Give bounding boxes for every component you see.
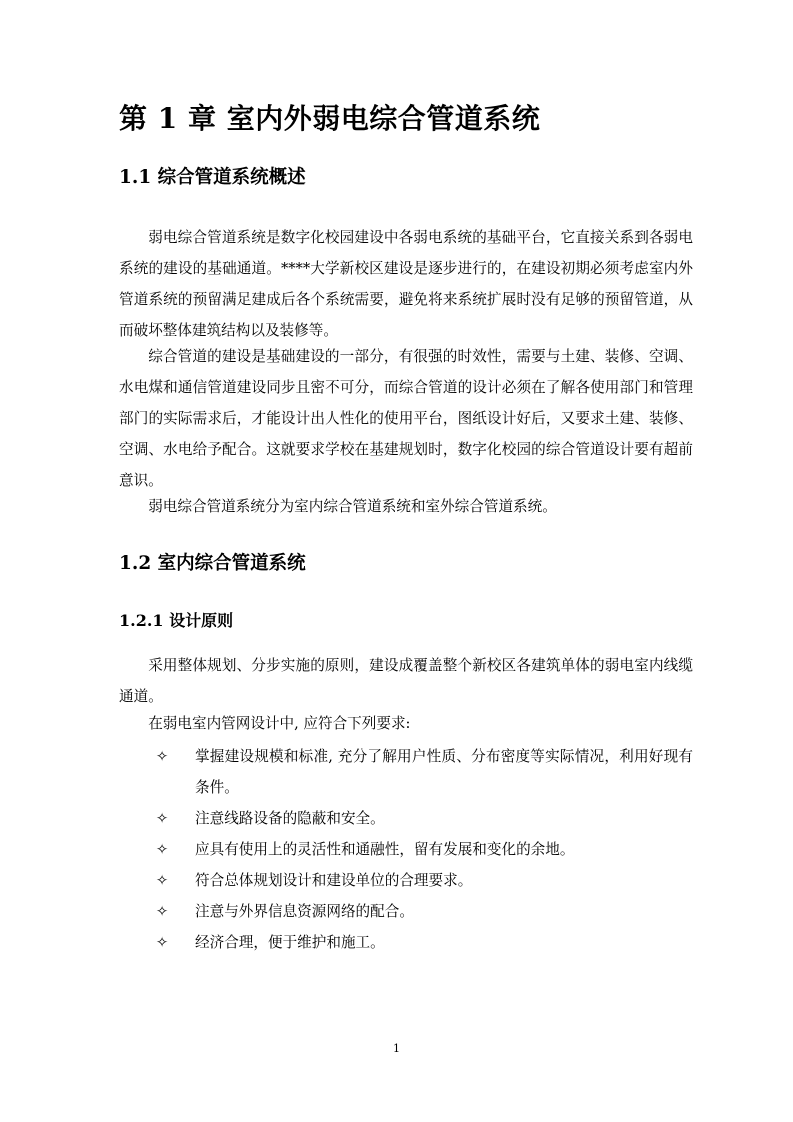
requirement-list-item — [156, 896, 693, 927]
requirement-list-item — [156, 834, 693, 865]
requirement-list-item — [156, 803, 693, 834]
requirement-text: 掌握建设规模和标准, 充分了解用户性质、分布密度等实际情况，利用好现有条件。 — [195, 748, 693, 796]
requirement-text: 注意与外界信息资源网络的配合。 — [195, 903, 414, 920]
page-number: 1 — [393, 1042, 400, 1055]
diamond-outline-star-icon: ✧ — [156, 872, 169, 889]
subsection-heading-1-2-1: 1.2.1 设计原则 — [119, 611, 234, 630]
diamond-outline-star-icon: ✧ — [156, 903, 169, 920]
requirement-text: 符合总体规划设计和建设单位的合理要求。 — [195, 872, 473, 889]
diamond-outline-star-icon: ✧ — [156, 810, 169, 827]
diamond-outline-star-icon: ✧ — [156, 748, 169, 765]
requirement-list-item — [156, 865, 693, 896]
section-heading-1-2: 1.2 室内综合管道系统 — [119, 553, 306, 574]
paragraph-design-principle: 采用整体规划、分步实施的原则，建设成覆盖整个新校区各建筑单体的弱电室内线缆通道。 — [119, 657, 693, 705]
requirement-text: 经济合理，便于维护和施工。 — [195, 934, 385, 951]
requirement-list-item — [156, 741, 693, 803]
requirement-list-item — [156, 927, 693, 958]
requirement-text: 应具有使用上的灵活性和通融性，留有发展和变化的余地。 — [195, 841, 575, 858]
chapter-title: 第 1 章 室内外弱电综合管道系统 — [119, 102, 541, 135]
paragraph-requirements-intro: 在弱电室内管网设计中, 应符合下列要求: — [148, 715, 411, 732]
diamond-outline-star-icon: ✧ — [156, 841, 169, 858]
diamond-outline-star-icon: ✧ — [156, 934, 169, 951]
paragraph-overview-1: 弱电综合管道系统是数字化校园建设中各弱电系统的基础平台，它直接关系到各弱电系统的建设的基础通道。****大学新校区建设是逐步进行的，在建设初期必须考虑室内外管道系统的预留满足建成后各个系统需要，避免将来系统扩展时没有足够的预留管道，从而破坏整体建筑结构以及装修等。 — [119, 229, 693, 339]
paragraph-overview-2: 综合管道的建设是基础建设的一部分，有很强的时效性，需要与土建、装修、空调、水电煤和通信管道建设同步且密不可分，而综合管道的设计必须在了解各使用部门和管理部门的实际需求后，才能设计出人性化的使用平台，图纸设计好后，又要求土建、装修、空调、水电给予配合。这就要求学校在基建规划时，数字化校园的综合管道设计要有超前意识。 — [119, 348, 693, 489]
requirement-text: 注意线路设备的隐蔽和安全。 — [195, 810, 385, 827]
section-heading-1-1: 1.1 综合管道系统概述 — [119, 167, 306, 188]
paragraph-overview-3: 弱电综合管道系统分为室内综合管道系统和室外综合管道系统。 — [148, 498, 557, 515]
